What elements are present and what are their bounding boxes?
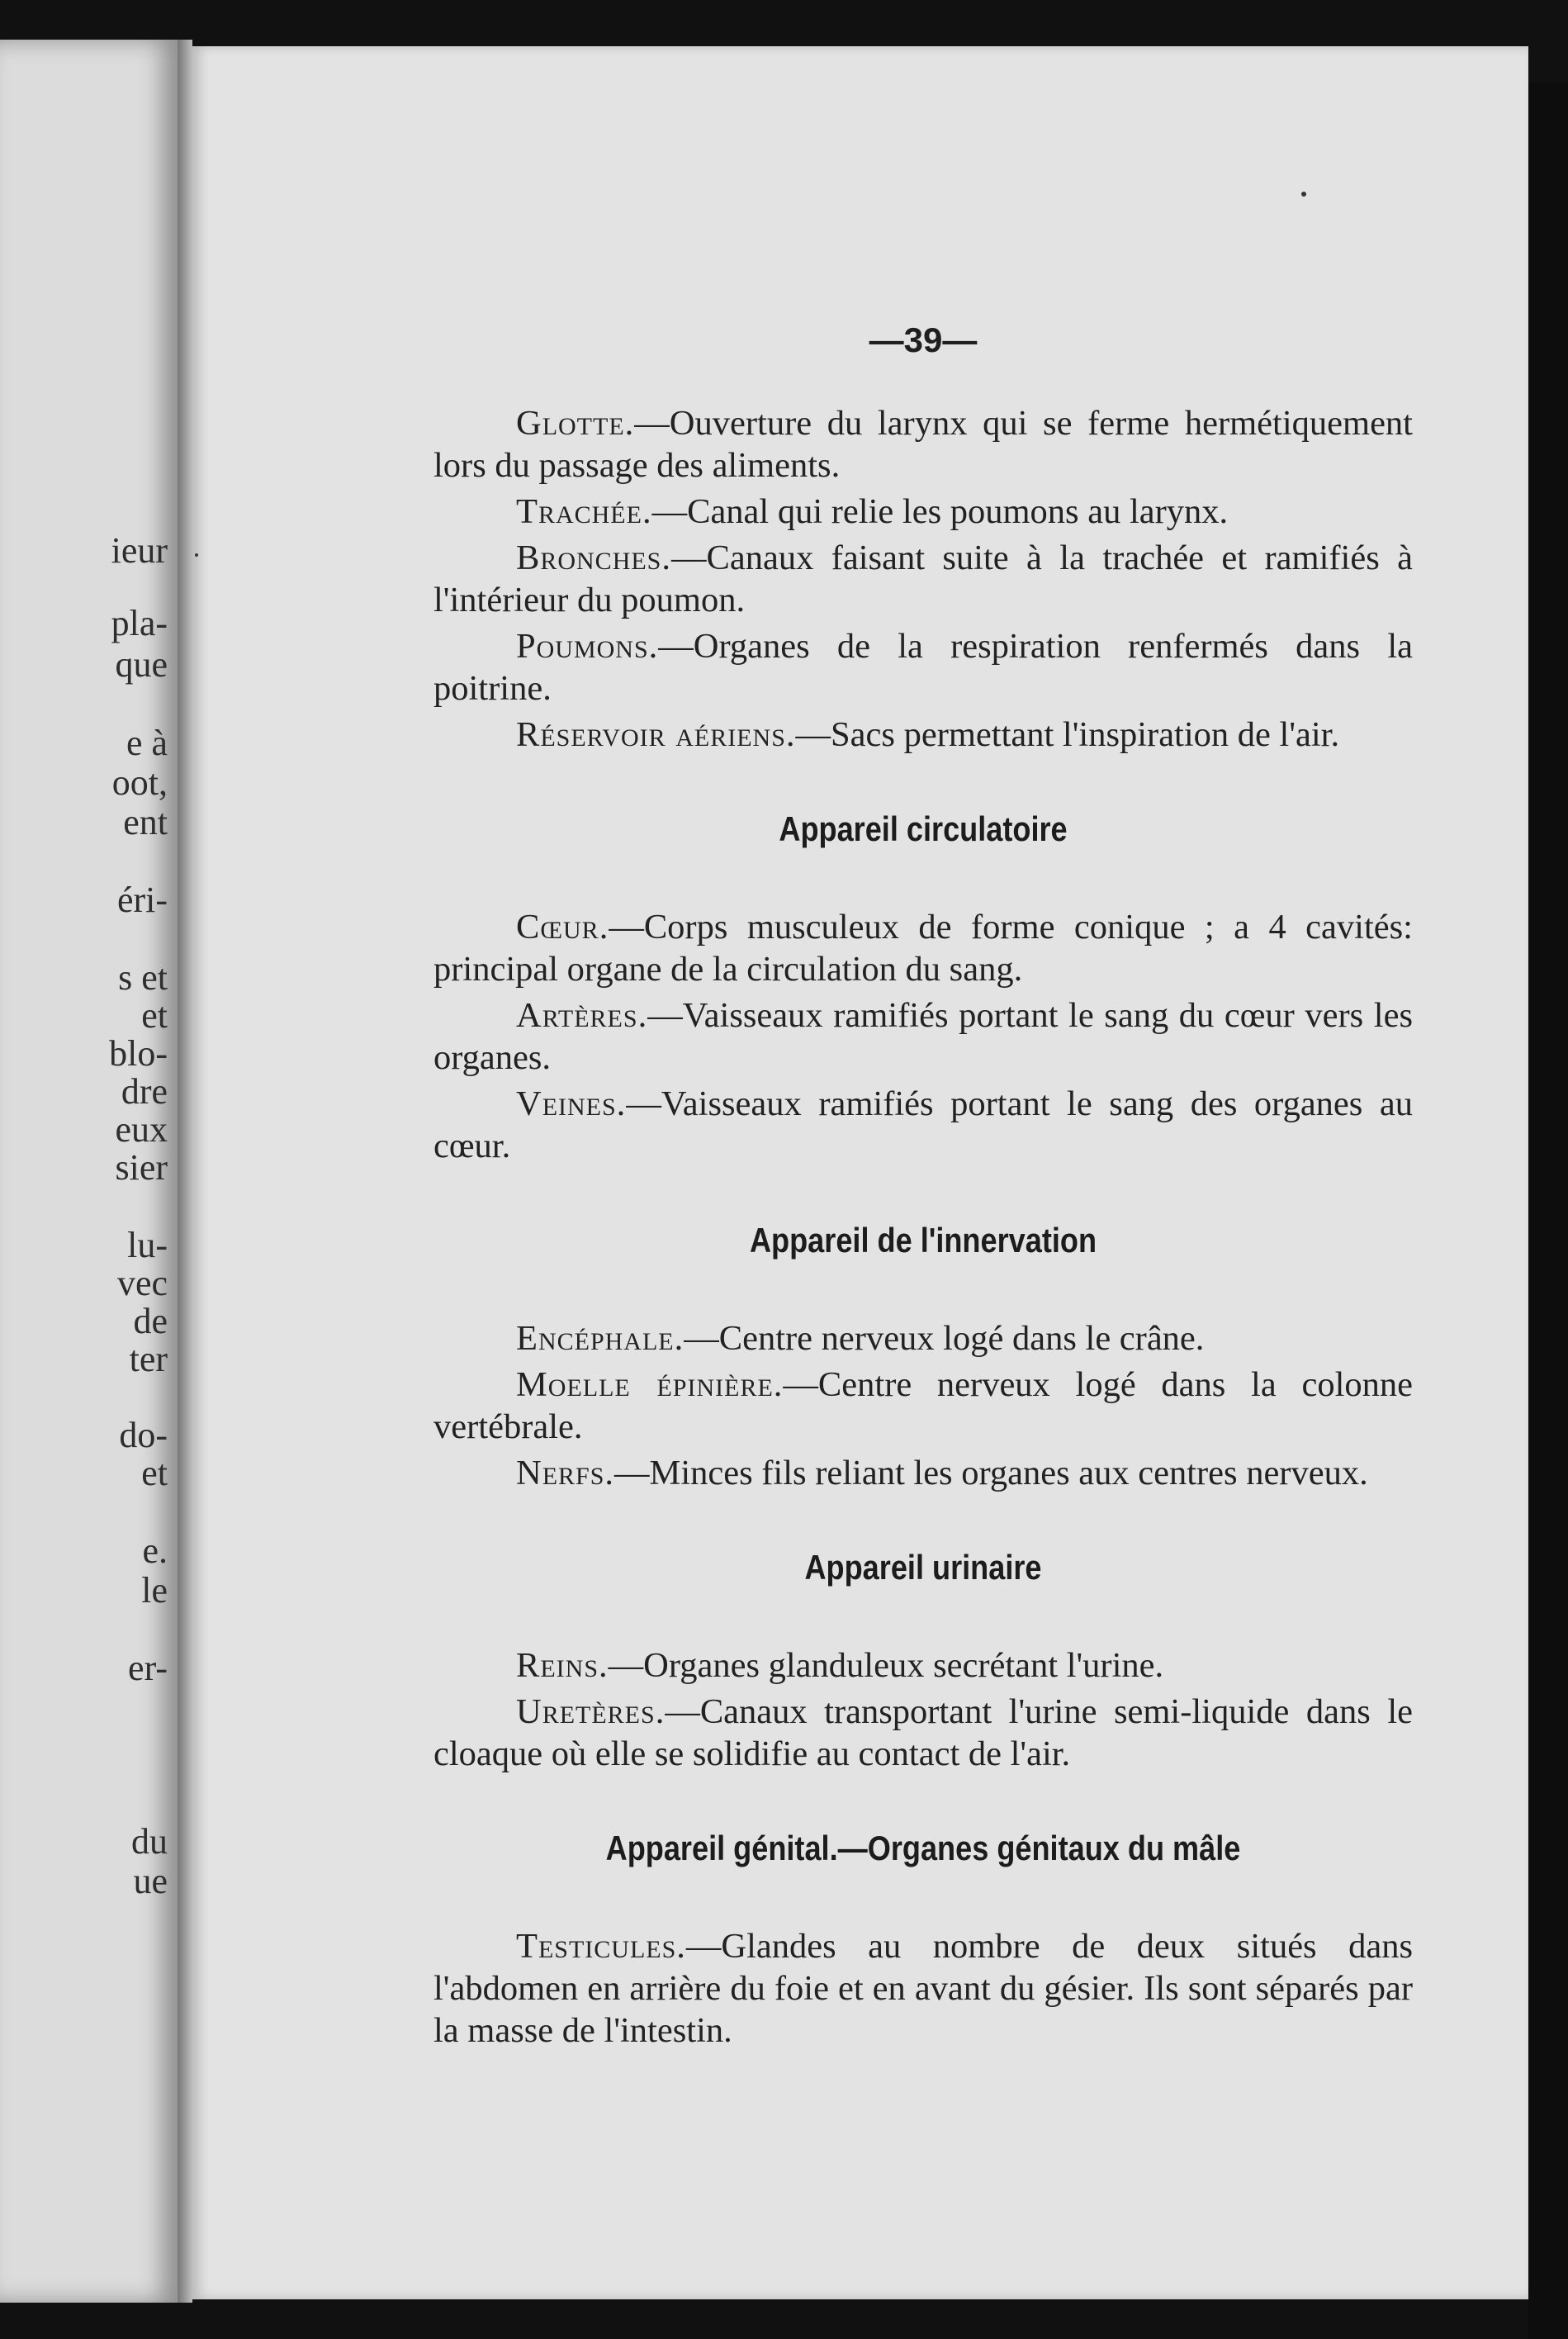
page-number: —39— xyxy=(869,320,978,359)
section-urinaire xyxy=(433,1547,1413,1775)
left-page-fragment: e à xyxy=(126,723,168,763)
entry-definition: —Vaisseaux ramifiés portant le sang des organes au cœur. xyxy=(433,1084,1413,1165)
entry-term: Cœur. xyxy=(516,908,609,947)
glossary-entry xyxy=(433,402,1413,486)
entry-term: Poumons. xyxy=(516,627,659,666)
left-page-fragment: et xyxy=(141,995,168,1036)
glossary-entry xyxy=(433,994,1413,1079)
left-page-fragment: s et xyxy=(118,957,168,998)
left-page-fragment: e. xyxy=(142,1530,168,1571)
glossary-entry xyxy=(433,1452,1413,1494)
entry-term: Bronches. xyxy=(516,538,671,577)
entry-definition: —Canal qui relie les poumons au larynx. xyxy=(651,492,1229,531)
left-page-fragment: oot, xyxy=(111,762,168,803)
entry-term: Nerfs. xyxy=(516,1454,615,1492)
entry-definition: —Canaux transportant l'urine semi-liquide dans le cloaque où elle se solidifie au contact de l'air. xyxy=(433,1692,1413,1773)
entry-term: Reins. xyxy=(516,1646,609,1685)
section-heading: Appareil de l'innervation xyxy=(749,1221,1097,1260)
section-heading: Appareil circulatoire xyxy=(779,809,1068,848)
left-page-fragment: et xyxy=(141,1453,168,1493)
glossary-entry xyxy=(433,1925,1413,2052)
ink-speck xyxy=(1301,192,1306,197)
entry-term: Veines. xyxy=(516,1084,627,1123)
left-page-fragment: ue xyxy=(133,1861,168,1901)
glossary-entry xyxy=(433,1691,1413,1775)
entry-term: Trachée. xyxy=(516,492,652,531)
glossary-entry xyxy=(433,1317,1413,1359)
glossary-entry xyxy=(433,625,1413,709)
entry-definition: —Centre nerveux logé dans la colonne vertébrale. xyxy=(433,1365,1413,1446)
entry-definition: —Sacs permettant l'inspiration de l'air. xyxy=(795,715,1340,754)
glossary-entry xyxy=(433,1644,1413,1687)
section-innervation xyxy=(433,1220,1413,1494)
entry-definition: —Canaux faisant suite à la trachée et ramifiés à l'intérieur du poumon. xyxy=(433,538,1413,619)
left-page-fragment: vec xyxy=(116,1263,168,1303)
left-page-fragment: ter xyxy=(129,1339,168,1379)
entry-definition: —Vaisseaux ramifiés portant le sang du cœur vers les organes. xyxy=(433,996,1413,1077)
book-gutter xyxy=(178,40,192,2303)
entry-term: Artères. xyxy=(516,996,648,1035)
page-content xyxy=(433,319,1413,2056)
glossary-entry xyxy=(433,1364,1413,1448)
glossary-entry xyxy=(433,491,1413,533)
section-genital xyxy=(433,1828,1413,2052)
left-page-fragment: sier xyxy=(115,1147,168,1188)
left-page-fragment: dre xyxy=(121,1071,168,1112)
section-respiratoire xyxy=(433,402,1413,756)
left-page-fragment: do- xyxy=(119,1415,168,1455)
section-circulatoire xyxy=(433,809,1413,1167)
section-heading: Appareil urinaire xyxy=(804,1548,1042,1587)
right-page xyxy=(192,46,1528,2299)
left-page-fragment: ent xyxy=(123,802,168,842)
left-page-fragment: lu- xyxy=(127,1225,168,1265)
glossary-entry xyxy=(433,1083,1413,1167)
entry-definition: —Organes de la respiration renfermés dans la poitrine. xyxy=(433,627,1413,708)
left-page-fragment: eux xyxy=(115,1109,168,1150)
entry-definition: —Minces fils reliant les organes aux centres nerveux. xyxy=(614,1454,1368,1492)
left-page-fragment: blo- xyxy=(109,1033,168,1074)
left-page-fragment: de xyxy=(133,1301,168,1341)
ink-speck xyxy=(195,553,198,557)
left-page-fragment: éri- xyxy=(116,880,168,920)
section-heading: Appareil génital.—Organes génitaux du mâle xyxy=(605,1829,1241,1867)
entry-term: Glotte. xyxy=(516,404,635,443)
entry-definition: —Ouverture du larynx qui se ferme hermétiquement lors du passage des aliments. xyxy=(433,404,1413,485)
left-page-fragment: ieur xyxy=(111,530,168,571)
left-page-fragment: le xyxy=(141,1570,168,1611)
left-page-fragment: er- xyxy=(128,1648,168,1688)
scan-border xyxy=(1528,83,1568,2339)
entry-definition: —Corps musculeux de forme conique ; a 4 cavités: principal organe de la circulation du sang. xyxy=(433,908,1413,989)
entry-term: Encéphale. xyxy=(516,1319,685,1358)
entry-term: Réservoir aériens. xyxy=(516,715,796,754)
glossary-entry xyxy=(433,537,1413,621)
left-facing-page xyxy=(0,40,178,2303)
left-page-fragment: du xyxy=(131,1821,168,1862)
left-page-fragment: que xyxy=(115,644,168,685)
left-page-fragment: pla- xyxy=(111,603,168,643)
entry-term: Testicules. xyxy=(516,1927,686,1966)
entry-definition: —Glandes au nombre de deux situés dans l'abdomen en arrière du foie et en avant du gésier. Ils sont séparés par la masse de l'intestin. xyxy=(433,1927,1413,2050)
glossary-entry xyxy=(433,906,1413,990)
entry-term: Uretères. xyxy=(516,1692,666,1731)
entry-term: Moelle épinière. xyxy=(516,1365,784,1404)
entry-definition: —Organes glanduleux secrétant l'urine. xyxy=(608,1646,1164,1685)
glossary-entry xyxy=(433,714,1413,756)
entry-definition: —Centre nerveux logé dans le crâne. xyxy=(684,1319,1205,1358)
